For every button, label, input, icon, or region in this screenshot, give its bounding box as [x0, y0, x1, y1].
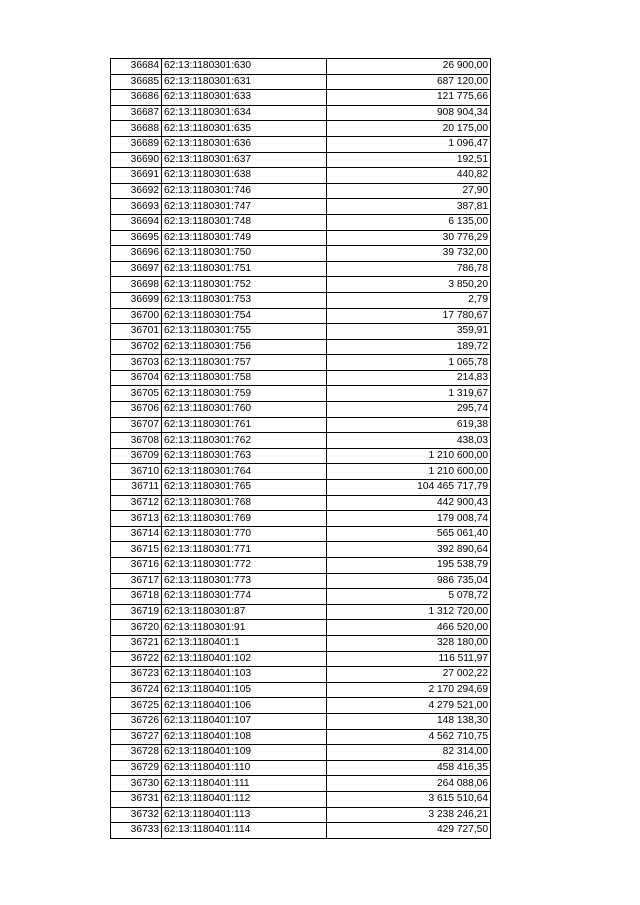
row-number-cell: 36701	[111, 324, 162, 340]
cadastral-number-cell: 62:13:1180301:756	[162, 339, 327, 355]
table-row	[111, 324, 491, 340]
row-number-cell: 36686	[111, 90, 162, 106]
cadastral-number-cell: 62:13:1180301:762	[162, 433, 327, 449]
table-row	[111, 791, 491, 807]
cadastral-number-cell: 62:13:1180301:631	[162, 74, 327, 90]
table-row	[111, 355, 491, 371]
table-row	[111, 105, 491, 121]
cadastral-number-cell: 62:13:1180301:757	[162, 355, 327, 371]
cadastral-value-cell: 264 088,06	[327, 776, 491, 792]
row-number-cell: 36695	[111, 230, 162, 246]
cadastral-value-cell: 3 850,20	[327, 277, 491, 293]
cadastral-value-cell: 4 279 521,00	[327, 698, 491, 714]
cadastral-value-cell: 104 465 717,79	[327, 480, 491, 496]
cadastral-value-cell: 3 238 246,21	[327, 807, 491, 823]
table-row	[111, 292, 491, 308]
row-number-cell: 36727	[111, 729, 162, 745]
cadastral-value-cell: 30 776,29	[327, 230, 491, 246]
cadastral-number-cell: 62:13:1180401:106	[162, 698, 327, 714]
cadastral-value-cell: 328 180,00	[327, 635, 491, 651]
cadastral-value-cell: 565 061,40	[327, 526, 491, 542]
cadastral-number-cell: 62:13:1180301:637	[162, 152, 327, 168]
cadastral-number-cell: 62:13:1180301:747	[162, 199, 327, 215]
cadastral-value-cell: 1 319,67	[327, 386, 491, 402]
table-row	[111, 386, 491, 402]
row-number-cell: 36732	[111, 807, 162, 823]
row-number-cell: 36689	[111, 136, 162, 152]
cadastral-value-cell: 359,91	[327, 324, 491, 340]
cadastral-number-cell: 62:13:1180301:768	[162, 495, 327, 511]
cadastral-value-cell: 466 520,00	[327, 620, 491, 636]
cadastral-number-cell: 62:13:1180301:765	[162, 480, 327, 496]
table-row	[111, 495, 491, 511]
table-row	[111, 682, 491, 698]
row-number-cell: 36699	[111, 292, 162, 308]
row-number-cell: 36696	[111, 246, 162, 262]
cadastral-value-table	[110, 58, 491, 839]
row-number-cell: 36711	[111, 480, 162, 496]
cadastral-number-cell: 62:13:1180301:771	[162, 542, 327, 558]
cadastral-value-cell: 387,81	[327, 199, 491, 215]
cadastral-number-cell: 62:13:1180301:638	[162, 168, 327, 184]
cadastral-number-cell: 62:13:1180301:630	[162, 59, 327, 75]
cadastral-number-cell: 62:13:1180301:635	[162, 121, 327, 137]
row-number-cell: 36716	[111, 558, 162, 574]
table-row	[111, 214, 491, 230]
table-row	[111, 59, 491, 75]
table-row	[111, 464, 491, 480]
row-number-cell: 36713	[111, 511, 162, 527]
cadastral-value-cell: 908 904,34	[327, 105, 491, 121]
cadastral-number-cell: 62:13:1180301:749	[162, 230, 327, 246]
row-number-cell: 36690	[111, 152, 162, 168]
cadastral-value-cell: 786,78	[327, 261, 491, 277]
row-number-cell: 36703	[111, 355, 162, 371]
table-row	[111, 402, 491, 418]
row-number-cell: 36719	[111, 604, 162, 620]
cadastral-value-cell: 986 735,04	[327, 573, 491, 589]
cadastral-number-cell: 62:13:1180301:772	[162, 558, 327, 574]
cadastral-number-cell: 62:13:1180401:108	[162, 729, 327, 745]
table-row	[111, 74, 491, 90]
table-row	[111, 199, 491, 215]
cadastral-number-cell: 62:13:1180301:769	[162, 511, 327, 527]
row-number-cell: 36706	[111, 402, 162, 418]
row-number-cell: 36724	[111, 682, 162, 698]
row-number-cell: 36710	[111, 464, 162, 480]
cadastral-value-cell: 3 615 510,64	[327, 791, 491, 807]
row-number-cell: 36733	[111, 823, 162, 839]
table-row	[111, 183, 491, 199]
cadastral-value-cell: 458 416,35	[327, 760, 491, 776]
row-number-cell: 36709	[111, 448, 162, 464]
cadastral-value-cell: 27 002,22	[327, 667, 491, 683]
table-row	[111, 807, 491, 823]
cadastral-value-cell: 1 210 600,00	[327, 464, 491, 480]
row-number-cell: 36688	[111, 121, 162, 137]
table-body	[111, 59, 491, 839]
row-number-cell: 36722	[111, 651, 162, 667]
cadastral-number-cell: 62:13:1180301:770	[162, 526, 327, 542]
table-row	[111, 90, 491, 106]
cadastral-number-cell: 62:13:1180401:114	[162, 823, 327, 839]
cadastral-number-cell: 62:13:1180301:754	[162, 308, 327, 324]
table-row	[111, 277, 491, 293]
cadastral-value-cell: 687 120,00	[327, 74, 491, 90]
cadastral-number-cell: 62:13:1180301:634	[162, 105, 327, 121]
cadastral-value-cell: 195 538,79	[327, 558, 491, 574]
cadastral-value-cell: 392 890,64	[327, 542, 491, 558]
table-row	[111, 823, 491, 839]
cadastral-value-cell: 189,72	[327, 339, 491, 355]
row-number-cell: 36731	[111, 791, 162, 807]
table-row	[111, 261, 491, 277]
table-row	[111, 230, 491, 246]
table-row	[111, 745, 491, 761]
cadastral-number-cell: 62:13:1180401:109	[162, 745, 327, 761]
cadastral-number-cell: 62:13:1180301:755	[162, 324, 327, 340]
table-row	[111, 136, 491, 152]
cadastral-number-cell: 62:13:1180401:113	[162, 807, 327, 823]
cadastral-value-cell: 214,83	[327, 370, 491, 386]
cadastral-number-cell: 62:13:1180301:636	[162, 136, 327, 152]
cadastral-number-cell: 62:13:1180301:761	[162, 417, 327, 433]
cadastral-number-cell: 62:13:1180301:87	[162, 604, 327, 620]
cadastral-number-cell: 62:13:1180301:752	[162, 277, 327, 293]
cadastral-number-cell: 62:13:1180301:633	[162, 90, 327, 106]
row-number-cell: 36694	[111, 214, 162, 230]
cadastral-value-cell: 4 562 710,75	[327, 729, 491, 745]
row-number-cell: 36697	[111, 261, 162, 277]
table-row	[111, 713, 491, 729]
cadastral-value-cell: 442 900,43	[327, 495, 491, 511]
row-number-cell: 36685	[111, 74, 162, 90]
cadastral-number-cell: 62:13:1180401:110	[162, 760, 327, 776]
row-number-cell: 36725	[111, 698, 162, 714]
cadastral-value-cell: 82 314,00	[327, 745, 491, 761]
cadastral-value-cell: 20 175,00	[327, 121, 491, 137]
cadastral-value-cell: 26 900,00	[327, 59, 491, 75]
table-row	[111, 776, 491, 792]
cadastral-number-cell: 62:13:1180401:112	[162, 791, 327, 807]
cadastral-value-cell: 1 096,47	[327, 136, 491, 152]
row-number-cell: 36720	[111, 620, 162, 636]
cadastral-number-cell: 62:13:1180301:764	[162, 464, 327, 480]
row-number-cell: 36726	[111, 713, 162, 729]
cadastral-value-cell: 17 780,67	[327, 308, 491, 324]
row-number-cell: 36723	[111, 667, 162, 683]
table-row	[111, 667, 491, 683]
cadastral-value-cell: 1 312 720,00	[327, 604, 491, 620]
row-number-cell: 36729	[111, 760, 162, 776]
table-row	[111, 448, 491, 464]
row-number-cell: 36714	[111, 526, 162, 542]
row-number-cell: 36717	[111, 573, 162, 589]
cadastral-number-cell: 62:13:1180301:763	[162, 448, 327, 464]
cadastral-number-cell: 62:13:1180401:103	[162, 667, 327, 683]
cadastral-number-cell: 62:13:1180301:753	[162, 292, 327, 308]
table-row	[111, 168, 491, 184]
table-row	[111, 526, 491, 542]
row-number-cell: 36708	[111, 433, 162, 449]
cadastral-number-cell: 62:13:1180301:760	[162, 402, 327, 418]
row-number-cell: 36687	[111, 105, 162, 121]
cadastral-number-cell: 62:13:1180301:774	[162, 589, 327, 605]
cadastral-value-cell: 121 775,66	[327, 90, 491, 106]
cadastral-value-cell: 1 210 600,00	[327, 448, 491, 464]
table-row	[111, 417, 491, 433]
cadastral-number-cell: 62:13:1180301:773	[162, 573, 327, 589]
cadastral-value-cell: 2,79	[327, 292, 491, 308]
cadastral-number-cell: 62:13:1180301:748	[162, 214, 327, 230]
table-row	[111, 542, 491, 558]
table-row	[111, 339, 491, 355]
cadastral-value-cell: 27,90	[327, 183, 491, 199]
cadastral-value-cell: 295,74	[327, 402, 491, 418]
table-row	[111, 760, 491, 776]
row-number-cell: 36698	[111, 277, 162, 293]
table-row	[111, 480, 491, 496]
cadastral-number-cell: 62:13:1180401:111	[162, 776, 327, 792]
row-number-cell: 36730	[111, 776, 162, 792]
cadastral-value-cell: 2 170 294,69	[327, 682, 491, 698]
row-number-cell: 36718	[111, 589, 162, 605]
table-row	[111, 729, 491, 745]
table-row	[111, 604, 491, 620]
row-number-cell: 36700	[111, 308, 162, 324]
table-row	[111, 651, 491, 667]
table-row	[111, 589, 491, 605]
cadastral-number-cell: 62:13:1180301:759	[162, 386, 327, 402]
cadastral-value-cell: 39 732,00	[327, 246, 491, 262]
row-number-cell: 36704	[111, 370, 162, 386]
table-row	[111, 308, 491, 324]
cadastral-value-cell: 619,38	[327, 417, 491, 433]
table-row	[111, 698, 491, 714]
cadastral-number-cell: 62:13:1180301:758	[162, 370, 327, 386]
cadastral-number-cell: 62:13:1180401:1	[162, 635, 327, 651]
cadastral-number-cell: 62:13:1180301:750	[162, 246, 327, 262]
cadastral-value-cell: 438,03	[327, 433, 491, 449]
table-row	[111, 121, 491, 137]
row-number-cell: 36728	[111, 745, 162, 761]
cadastral-value-cell: 5 078,72	[327, 589, 491, 605]
row-number-cell: 36693	[111, 199, 162, 215]
table-row	[111, 511, 491, 527]
cadastral-value-cell: 440,82	[327, 168, 491, 184]
row-number-cell: 36707	[111, 417, 162, 433]
row-number-cell: 36715	[111, 542, 162, 558]
cadastral-value-cell: 6 135,00	[327, 214, 491, 230]
cadastral-value-cell: 1 065,78	[327, 355, 491, 371]
cadastral-value-cell: 179 008,74	[327, 511, 491, 527]
cadastral-value-cell: 192,51	[327, 152, 491, 168]
cadastral-value-cell: 429 727,50	[327, 823, 491, 839]
table-row	[111, 573, 491, 589]
cadastral-value-cell: 116 511,97	[327, 651, 491, 667]
row-number-cell: 36692	[111, 183, 162, 199]
table-row	[111, 433, 491, 449]
row-number-cell: 36705	[111, 386, 162, 402]
cadastral-number-cell: 62:13:1180401:107	[162, 713, 327, 729]
row-number-cell: 36691	[111, 168, 162, 184]
cadastral-number-cell: 62:13:1180401:105	[162, 682, 327, 698]
row-number-cell: 36702	[111, 339, 162, 355]
table-row	[111, 635, 491, 651]
table-row	[111, 152, 491, 168]
cadastral-number-cell: 62:13:1180401:102	[162, 651, 327, 667]
cadastral-number-cell: 62:13:1180301:751	[162, 261, 327, 277]
row-number-cell: 36684	[111, 59, 162, 75]
cadastral-value-cell: 148 138,30	[327, 713, 491, 729]
table-row	[111, 620, 491, 636]
row-number-cell: 36721	[111, 635, 162, 651]
row-number-cell: 36712	[111, 495, 162, 511]
cadastral-number-cell: 62:13:1180301:91	[162, 620, 327, 636]
table-row	[111, 370, 491, 386]
cadastral-number-cell: 62:13:1180301:746	[162, 183, 327, 199]
table-row	[111, 246, 491, 262]
table-row	[111, 558, 491, 574]
